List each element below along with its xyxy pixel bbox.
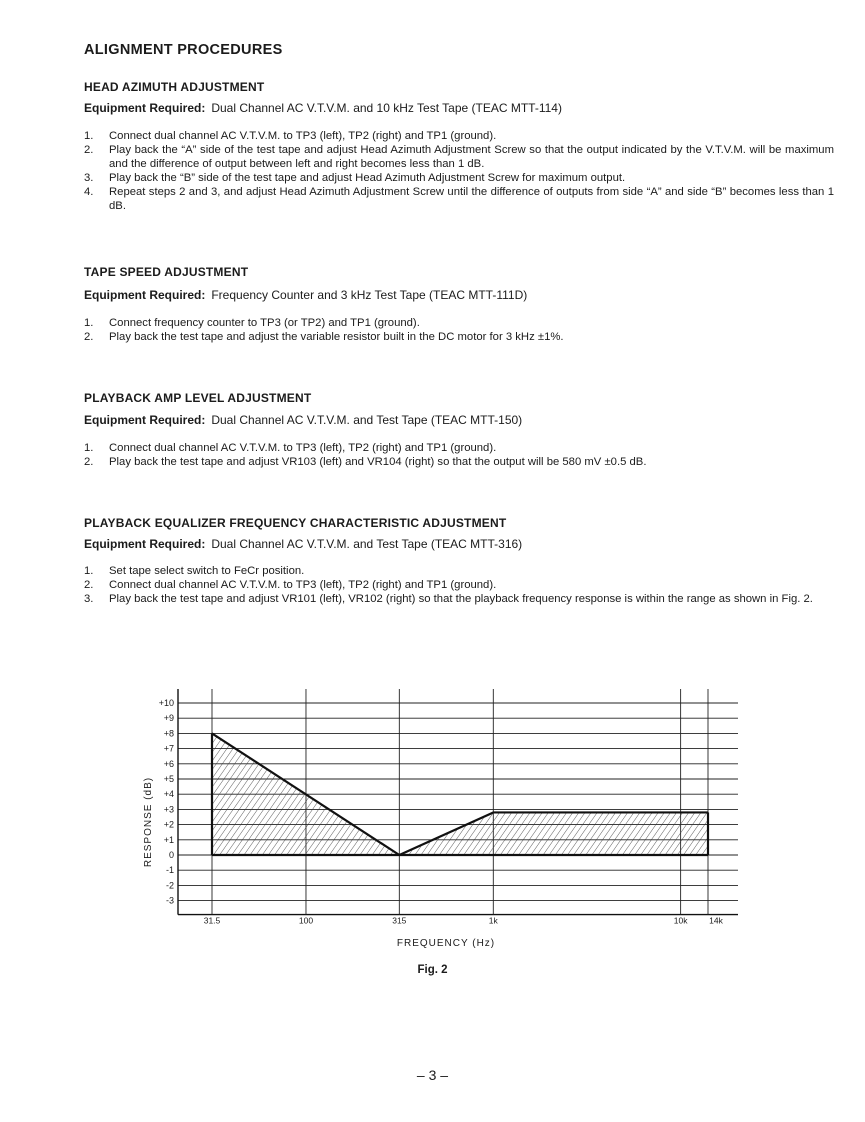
step-text: Play back the test tape and adjust VR103 (left) and VR104 (right) so that the output will be 580 mV ±0.5 dB. <box>109 456 647 468</box>
equipment-label: Equipment Required: <box>84 537 206 551</box>
step-text: Play back the “B” side of the test tape and adjust Head Azimuth Adjustment Screw for maximum output. <box>109 172 626 184</box>
y-tick-label: +5 <box>163 774 174 784</box>
section-heading-tape-speed: TAPE SPEED ADJUSTMENT <box>84 265 249 279</box>
y-tick-label: +8 <box>163 728 174 739</box>
equipment-value: Frequency Counter and 3 kHz Test Tape (TEAC MTT-111D) <box>211 288 528 302</box>
section-heading-head-azimuth: HEAD AZIMUTH ADJUSTMENT <box>84 80 265 94</box>
x-axis-label: FREQUENCY (Hz) <box>396 938 496 949</box>
step-number: 3. <box>84 593 94 605</box>
y-tick-label: -2 <box>165 880 174 891</box>
step-number: 1. <box>84 317 94 329</box>
y-tick-label: 0 <box>168 850 174 860</box>
step-number: 1. <box>84 130 94 142</box>
step-number: 2. <box>84 331 94 343</box>
y-tick-label: +4 <box>163 789 174 800</box>
equipment-label: Equipment Required: <box>84 288 206 302</box>
y-tick-label: +6 <box>163 758 174 769</box>
x-tick-label: 31.5 <box>203 915 221 926</box>
step-number: 2. <box>84 579 94 591</box>
equipment-label: Equipment Required: <box>84 413 206 427</box>
equipment-label: Equipment Required: <box>84 101 206 115</box>
step-text: Connect frequency counter to TP3 (or TP2) and TP1 (ground). <box>109 317 420 329</box>
step-text: Play back the test tape and adjust the variable resistor built in the DC motor for 3 kHz ±1%. <box>109 331 564 343</box>
y-tick-label: -1 <box>165 865 174 876</box>
page-number: – 3 – <box>416 1067 449 1083</box>
step-number: 3. <box>84 172 94 184</box>
equipment-value: Dual Channel AC V.T.V.M. and Test Tape (TEAC MTT-316) <box>211 537 523 551</box>
step-number: 2. <box>84 144 94 156</box>
step-text: Repeat steps 2 and 3, and adjust Head Azimuth Adjustment Screw until the difference of outputs from side “A” and side “B” becomes less than 1 dB. <box>109 186 834 212</box>
step-text: Play back the “A” side of the test tape and adjust Head Azimuth Adjustment Screw so that the output indicated by the V.T.V.M. will be maximum and the difference of output between left and right becomes less than 1 dB. <box>109 144 834 170</box>
section-heading-playback-equalizer: PLAYBACK EQUALIZER FREQUENCY CHARACTERISTIC ADJUSTMENT <box>84 516 507 530</box>
figure-caption: Fig. 2 <box>417 964 448 976</box>
y-axis-label: RESPONSE (dB) <box>143 776 154 868</box>
step-number: 4. <box>84 186 94 198</box>
y-tick-label: +3 <box>163 804 174 815</box>
step-number: 2. <box>84 456 94 468</box>
y-tick-label: +2 <box>163 819 174 830</box>
equipment-value: Dual Channel AC V.T.V.M. and Test Tape (TEAC MTT-150) <box>211 413 523 427</box>
y-tick-label: +1 <box>163 834 174 845</box>
y-tick-label: +10 <box>158 698 174 708</box>
step-text: Connect dual channel AC V.T.V.M. to TP3 (left), TP2 (right) and TP1 (ground). <box>109 579 497 591</box>
step-text: Set tape select switch to FeCr position. <box>109 565 305 577</box>
document-title: ALIGNMENT PROCEDURES <box>84 42 283 58</box>
step-text: Connect dual channel AC V.T.V.M. to TP3 (left), TP2 (right) and TP1 (ground). <box>109 130 497 142</box>
x-tick-label: 100 <box>298 915 314 926</box>
x-tick-label: 315 <box>392 915 407 926</box>
x-tick-label: 14k <box>709 915 723 926</box>
step-text: Play back the test tape and adjust VR101 (left), VR102 (right) so that the playback frequency response is within the range as shown in Fig. 2. <box>109 593 813 605</box>
y-tick-label: +9 <box>163 713 174 724</box>
step-text: Connect dual channel AC V.T.V.M. to TP3 (left), TP2 (right) and TP1 (ground). <box>109 442 497 454</box>
section-heading-playback-amp-level: PLAYBACK AMP LEVEL ADJUSTMENT <box>84 391 312 405</box>
step-number: 1. <box>84 565 94 577</box>
step-number: 1. <box>84 442 94 454</box>
x-tick-label: 10k <box>673 915 688 926</box>
y-tick-label: -3 <box>165 895 174 906</box>
y-tick-label: +7 <box>163 743 174 754</box>
x-tick-label: 1k <box>488 915 498 926</box>
equipment-value: Dual Channel AC V.T.V.M. and 10 kHz Test Tape (TEAC MTT-114) <box>211 101 562 115</box>
